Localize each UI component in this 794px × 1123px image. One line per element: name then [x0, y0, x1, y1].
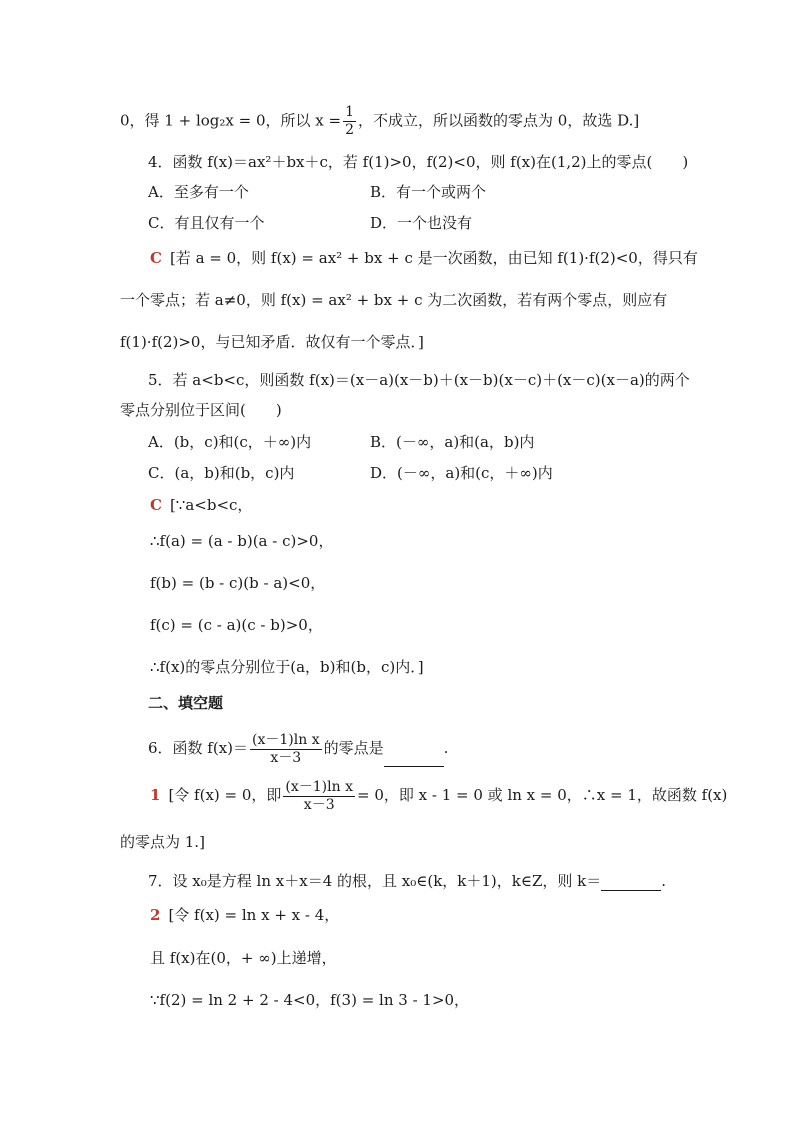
fraction-denominator: 2: [345, 122, 354, 138]
fraction-denominator: x－3: [303, 796, 335, 813]
q5-option-a: A．(b，c)和(c，＋∞)内: [148, 433, 312, 451]
q5-answer-line-4: f(c) = (c - a)(c - b)>0，: [150, 616, 323, 634]
q5-answer-line-2: ∴f(a) = (a - b)(a - c)>0，: [150, 532, 334, 550]
q4-stem: 4．函数 f(x)＝ax²＋bx＋c，若 f(1)>0，f(2)<0，则 f(x)在(1,2)上的零点( ): [148, 153, 689, 171]
q5-stem-line-1: 5．若 a<b<c，则函数 f(x)＝(x－a)(x－b)＋(x－b)(x－c)＋(x－c)(x－a)的两个: [148, 371, 690, 389]
q7-answer-line-2: 且 f(x)在(0，+ ∞)上递增，: [150, 949, 337, 967]
q6-answer-line-1: [150, 777, 727, 814]
text-fragment: [若 a = 0，则 f(x) = ax² + bx + c 是一次函数，由已知 f(1)·f(2)<0，得只有: [169, 249, 698, 267]
text-fragment: 的零点是: [323, 739, 384, 757]
q5-answer-line-3: f(b) = (b - c)(b - a)<0，: [150, 574, 326, 592]
q7-answer-line-3: ∵f(2) = ln 2 + 2 - 4<0，f(3) = ln 3 - 1>0，: [150, 991, 470, 1009]
answer-blank: [384, 750, 444, 767]
q5-stem-line-2: 零点分别位于区间( ): [120, 401, 282, 419]
text-fragment: 7．设 x₀是方程 ln x＋x＝4 的根，且 x₀∈(k，k＋1)，k∈Z，则 k＝: [148, 872, 602, 890]
answer-blank: [601, 874, 661, 891]
q4-answer-line-1: [150, 248, 698, 268]
answer-letter: C: [150, 249, 162, 267]
text-fragment: ，不成立，所以函数的零点为 0，故选 D.]: [358, 111, 640, 130]
answer-letter: C: [150, 496, 162, 514]
q5-answer-line-5: ∴f(x)的零点分别位于(a，b)和(b，c)内．]: [150, 658, 424, 676]
text-fragment: = 0，即 x - 1 = 0 或 ln x = 0，∴x = 1，故函数 f(x): [357, 786, 728, 804]
answer-letter: 1: [150, 786, 161, 804]
text-fragment: 0，得 1 + log₂x = 0，所以 x =: [120, 111, 342, 130]
q3-answer-tail: [120, 104, 639, 139]
fraction: [250, 732, 322, 767]
fraction-numerator: (x－1)ln x: [285, 778, 353, 795]
q7-stem: [148, 871, 666, 891]
q4-option-c: C．有且仅有一个: [148, 214, 265, 232]
text-fragment: [令 f(x) = ln x + x - 4，: [168, 906, 340, 924]
text-fragment: [令 f(x) = 0，即: [168, 786, 282, 804]
q5-option-b: B．(－∞，a)和(a，b)内: [370, 433, 535, 451]
fraction: [283, 779, 355, 814]
q4-option-d: D．一个也没有: [370, 214, 473, 232]
fraction-numerator: (x－1)ln x: [252, 731, 320, 748]
fraction-numerator: 1: [345, 104, 354, 120]
q4-answer-line-2: 一个零点；若 a≠0，则 f(x) = ax² + bx + c 为二次函数，若有两个零点，则应有: [120, 291, 668, 309]
q4-option-b: B．有一个或两个: [370, 183, 487, 201]
q4-answer-line-3: f(1)·f(2)>0，与已知矛盾．故仅有一个零点．]: [120, 333, 424, 351]
q4-option-a: A．至多有一个: [148, 183, 249, 201]
q5-answer-line-1: [150, 495, 252, 515]
q6-answer-line-2: 的零点为 1.]: [120, 833, 205, 851]
section-heading-fill-in: 二、填空题: [148, 694, 224, 712]
text-fragment: 6．函数 f(x)＝: [148, 739, 249, 757]
text-fragment: .: [443, 739, 449, 757]
q6-stem: [148, 730, 448, 767]
fraction: [343, 104, 356, 139]
q7-answer-line-1: [150, 905, 339, 925]
fraction-denominator: x－3: [270, 749, 302, 766]
text-fragment: .: [661, 872, 667, 890]
q5-option-d: D．(－∞，a)和(c，＋∞)内: [370, 464, 553, 482]
text-fragment: [∵a<b<c，: [169, 496, 253, 514]
q5-option-c: C．(a，b)和(b，c)内: [148, 464, 295, 482]
answer-letter: 2: [150, 906, 161, 924]
